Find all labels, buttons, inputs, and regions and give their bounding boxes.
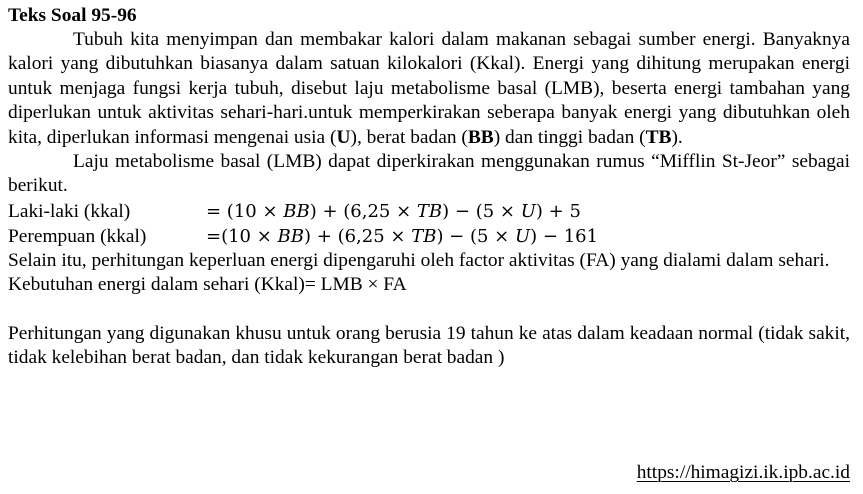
paragraph-conditions: Perhitungan yang digunakan khusu untuk orang berusia 19 tahun ke atas dalam keadaan normal (tidak sakit, tidak kelebihan berat badan, dan tidak kekurangan berat badan )	[8, 322, 850, 369]
formula-male	[8, 199, 850, 224]
term-tinggi-badan: TB	[645, 126, 672, 148]
formula-male-label: Laki-laki (kkal)	[8, 200, 131, 222]
blank-line	[8, 298, 850, 322]
paragraph-energy-formula: Kebutuhan energi dalam sehari (Kkal)= LMB × FA	[8, 274, 407, 296]
formula-female-expression: =(10 × BB) + (6,25 × TB) − (5 × U) − 161	[206, 225, 599, 247]
intro-text-4: ).	[671, 126, 683, 148]
intro-text-1: Tubuh kita menyimpan dan membakar kalori dalam makanan sebagai sumber energi. Banyaknya kalori yang dibutuhkan biasanya dalam satuan kilokalori (Kkal). Energi yang dihitung merupakan energi untuk menjaga fungsi kerja tubuh, disebut laju metabolisme basal (LMB), beserta energi tambahan yang diperlukan untuk aktivitas sehari-hari.untuk memperkirakan seberapa banyak energi yang dibutuhkan oleh kita, diperlukan informasi mengenai usia (	[8, 29, 850, 148]
paragraph-activity-factor: Selain itu, perhitungan keperluan energi dipengaruhi oleh factor aktivitas (FA) yang dialami dalam sehari.	[8, 249, 830, 271]
source-link[interactable]: https://himagizi.ik.ipb.ac.id	[636, 462, 850, 483]
formula-male-expression: = (10 × BB) + (6,25 × TB) − (5 × U) + 5	[206, 200, 581, 222]
page-title: Teks Soal 95-96	[8, 5, 137, 26]
formula-female	[8, 224, 850, 249]
paragraph-lmb: Laju metabolisme basal (LMB) dapat diperkirakan menggunakan rumus “Mifflin St-Jeor” sebagai berikut.	[8, 151, 850, 197]
paragraph-intro	[8, 28, 850, 150]
formula-female-label: Perempuan (kkal)	[8, 225, 147, 247]
intro-text-3: ) dan tinggi badan (	[493, 126, 646, 148]
document-body	[8, 4, 850, 370]
term-usia: U	[336, 126, 351, 148]
term-berat-badan: BB	[467, 126, 494, 148]
intro-text-2: ), berat badan (	[350, 126, 468, 148]
